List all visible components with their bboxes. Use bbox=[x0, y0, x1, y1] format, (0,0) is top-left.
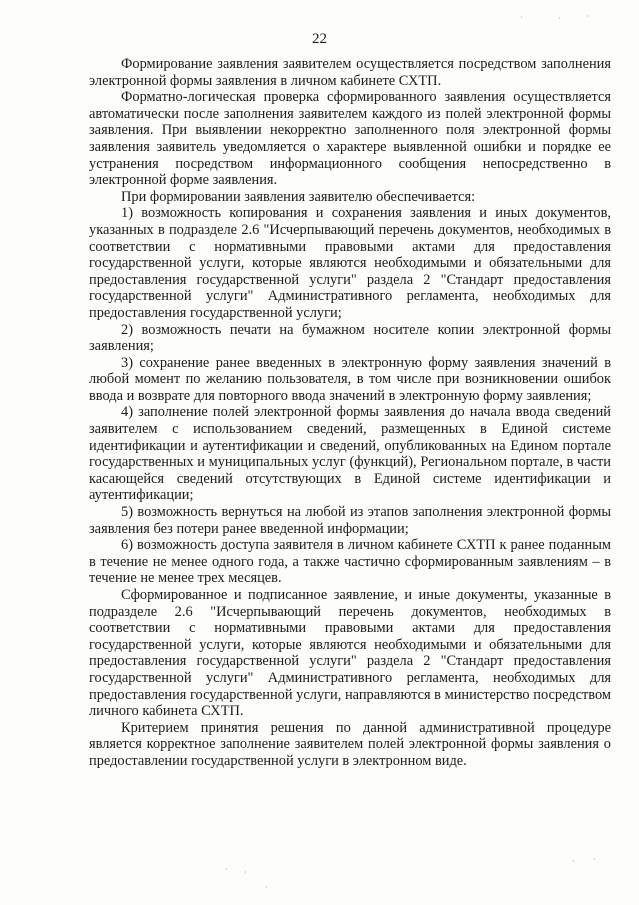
scan-speck: · bbox=[586, 12, 589, 21]
scan-speck: · bbox=[265, 883, 268, 892]
list-item-1: 1) возможность копирования и сохранения заявления и иных документов, указанных в подразделе 2.6 "Исчерпывающий перечень документов, необходимых в соответствии с нормативными правовыми актами для предоставления государственной услуги, которые являются необходимыми и обязательными для предоставления государственной услуги" раздела 2 "Стандарт предоставления государственной услуги" Административного регламента, необходимых для предоставления государственной услуги; bbox=[89, 205, 611, 321]
document-body bbox=[89, 56, 611, 770]
list-item-6: 6) возможность доступа заявителя в личном кабинете СХТП к ранее поданным в течение не менее одного года, а также частично сформированным заявлениям – в течение не менее трех месяцев. bbox=[89, 537, 611, 587]
paragraph-submission: Сформированное и подписанное заявление, и иные документы, указанные в подразделе 2.6 "Исчерпывающий перечень документов, необходимых в соответствии с нормативными правовыми актами для предоставления государственной услуги, которые являются необходимыми и обязательными для предоставления государственной услуги" раздела 2 "Стандарт предоставления государственной услуги" Административного регламента, необходимых для предоставления государственной услуги, направляются в министерство посредством личного кабинета СХТП. bbox=[89, 587, 611, 720]
scan-speck: · bbox=[225, 865, 228, 874]
scan-speck: · bbox=[558, 14, 561, 23]
page-number: 22 bbox=[312, 31, 327, 47]
paragraph-application-forming: Формирование заявления заявителем осуществляется посредством заполнения электронной формы заявления в личном кабинете СХТП. bbox=[89, 56, 611, 89]
scan-speck: · bbox=[572, 857, 575, 866]
paragraph-format-check: Форматно-логическая проверка сформированного заявления осуществляется автоматически после заполнения заявителем каждого из полей электронной формы заявления. При выявлении некорректно заполненного поля электронной формы заявления заявитель уведомляется о характере выявленной ошибки и порядке ее устранения посредством информационного сообщения непосредственно в электронной форме заявления. bbox=[89, 89, 611, 189]
scan-speck: · bbox=[593, 855, 596, 864]
scan-speck: · bbox=[520, 13, 523, 22]
scan-speck: · bbox=[244, 868, 247, 877]
paragraph-provisions-intro: При формировании заявления заявителю обеспечивается: bbox=[121, 188, 476, 205]
list-item-4: 4) заполнение полей электронной формы заявления до начала ввода сведений заявителем с использованием сведений, размещенных в Единой системе идентификации и аутентификации и сведений, опубликованных на Едином портале государственных и муниципальных услуг (функций), Региональном портале, в части касающейся сведений отсутствующих в Единой системе идентификации и аутентификации; bbox=[89, 404, 611, 504]
list-item-2: 2) возможность печати на бумажном носителе копии электронной формы заявления; bbox=[89, 321, 611, 355]
list-item-5: 5) возможность вернуться на любой из этапов заполнения электронной формы заявления без потери ранее введенной информации; bbox=[89, 504, 611, 537]
paragraph-decision-criterion: Критерием принятия решения по данной административной процедуре является корректное заполнение заявителем полей электронной формы заявления о предоставлении государственной услуги в электронном виде. bbox=[89, 719, 611, 769]
list-item-3: 3) сохранение ранее введенных в электронную форму заявления значений в любой момент по желанию пользователя, в том числе при возникновении ошибок ввода и возврате для повторного ввода значений в электронную форму заявления; bbox=[89, 354, 611, 404]
